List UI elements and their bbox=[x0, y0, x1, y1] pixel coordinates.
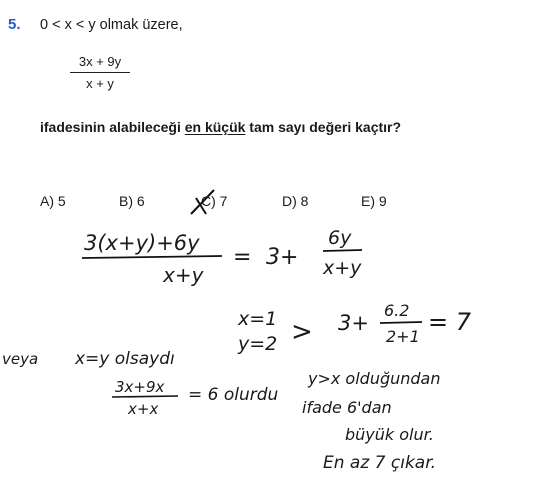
hand-alt-condition: x=y olsaydı bbox=[75, 349, 175, 369]
option-b[interactable]: B) 6 bbox=[119, 193, 145, 209]
hand-alt-fraction-bar bbox=[112, 396, 178, 397]
hand-line1-result-lead: 3+ bbox=[266, 245, 299, 270]
question-text-after: tam sayı değeri kaçtır? bbox=[245, 119, 402, 135]
question-text-before: ifadesinin alabileceği bbox=[40, 119, 185, 135]
question-condition: 0 < x < y olmak üzere, bbox=[40, 17, 183, 33]
hand-note-line2: ifade 6'dan bbox=[302, 398, 392, 417]
fraction-denominator: x + y bbox=[86, 76, 114, 91]
hand-alt-denominator: x+x bbox=[128, 400, 159, 418]
hand-line1-numerator: 3(x+y)+6y bbox=[84, 231, 200, 255]
option-d[interactable]: D) 8 bbox=[282, 193, 309, 209]
hand-note-line4: En az 7 çıkar. bbox=[323, 453, 437, 473]
hand-sub-result-den: 2+1 bbox=[386, 327, 420, 346]
hand-line1-result-bar bbox=[323, 250, 362, 251]
option-a[interactable]: A) 5 bbox=[40, 193, 66, 209]
hand-line1-fraction-bar bbox=[82, 256, 222, 258]
hand-line1-result-den: x+y bbox=[323, 257, 362, 279]
hand-sub-x: x=1 bbox=[238, 308, 278, 330]
hand-note-line3: büyük olur. bbox=[345, 425, 434, 444]
hand-sub-result-value: = 7 bbox=[428, 308, 472, 336]
hand-line1-denominator: x+y bbox=[163, 263, 204, 287]
hand-alt-result: = 6 olurdu bbox=[188, 385, 279, 405]
option-e[interactable]: E) 9 bbox=[361, 193, 387, 209]
hand-alt-numerator: 3x+9x bbox=[115, 378, 165, 396]
hand-sub-result-num: 6.2 bbox=[384, 301, 410, 320]
hand-line1-equals: = bbox=[233, 245, 252, 270]
hand-veya: veya bbox=[2, 350, 39, 368]
option-c[interactable]: C) 7 bbox=[201, 193, 228, 209]
fraction-numerator: 3x + 9y bbox=[70, 54, 130, 73]
hand-sub-arrow: > bbox=[291, 317, 313, 347]
hand-sub-result-bar bbox=[380, 322, 422, 323]
hand-line1-result-num: 6y bbox=[328, 227, 352, 249]
hand-sub-y: y=2 bbox=[238, 333, 278, 355]
option-c-crossout-mark bbox=[191, 190, 214, 214]
hand-sub-result-lead: 3+ bbox=[338, 311, 369, 335]
question-text-emphasis: en küçük bbox=[184, 119, 246, 135]
question-number: 5. bbox=[8, 16, 21, 33]
hand-note-line1: y>x olduğundan bbox=[308, 369, 441, 388]
